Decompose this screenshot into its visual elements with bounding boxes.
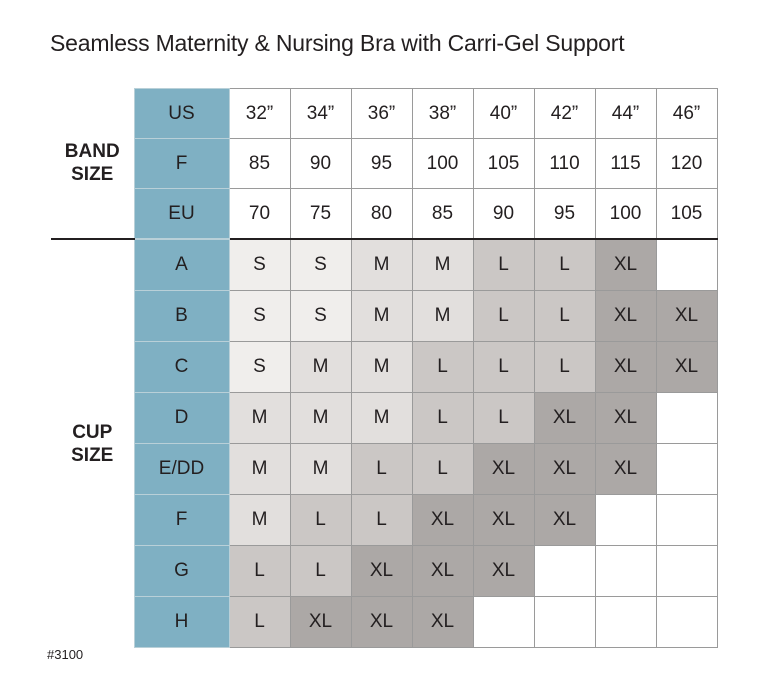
empty-size-cell [656,239,717,291]
empty-size-cell [534,597,595,648]
bra-size-cell: XL [595,342,656,393]
cup-size-row [51,546,717,597]
bra-size-cell: M [351,291,412,342]
band-system-label: US [134,89,229,139]
band-size-cell: 90 [473,189,534,240]
bra-size-cell: XL [351,597,412,648]
band-size-cell: 110 [534,139,595,189]
bra-size-cell: S [229,239,290,291]
empty-size-cell [595,546,656,597]
cup-size-label [51,239,134,648]
empty-size-cell [656,597,717,648]
bra-size-cell: L [290,495,351,546]
band-system-label: F [134,139,229,189]
cup-letter-label: D [134,393,229,444]
cup-size-row [51,393,717,444]
bra-size-cell: L [351,495,412,546]
band-size-cell: 36” [351,89,412,139]
band-size-row [51,189,717,240]
bra-size-cell: XL [412,546,473,597]
band-size-cell: 32” [229,89,290,139]
cup-letter-label: G [134,546,229,597]
empty-size-cell [595,495,656,546]
bra-size-cell: L [351,444,412,495]
band-size-cell: 38” [412,89,473,139]
bra-size-cell: XL [534,393,595,444]
band-size-label-line: SIZE [71,164,114,186]
band-size-cell: 40” [473,89,534,139]
bra-size-cell: L [290,546,351,597]
cup-letter-label: E/DD [134,444,229,495]
bra-size-cell: L [229,597,290,648]
cup-size-row [51,342,717,393]
bra-size-cell: XL [595,291,656,342]
band-size-cell: 115 [595,139,656,189]
band-size-cell: 44” [595,89,656,139]
bra-size-cell: XL [534,495,595,546]
bra-size-cell: L [534,291,595,342]
band-size-cell: 100 [595,189,656,240]
bra-size-cell: M [351,342,412,393]
bra-size-cell: XL [412,597,473,648]
bra-size-cell: M [229,495,290,546]
cup-size-label-line: CUP [72,421,113,443]
bra-size-cell: S [290,291,351,342]
band-system-label: EU [134,189,229,240]
bra-size-cell: XL [473,546,534,597]
bra-size-cell: XL [595,393,656,444]
band-size-cell: 42” [534,89,595,139]
bra-size-cell: L [473,239,534,291]
empty-size-cell [656,393,717,444]
cup-letter-label: C [134,342,229,393]
band-size-cell: 105 [473,139,534,189]
bra-size-cell: XL [656,291,717,342]
empty-size-cell [534,546,595,597]
bra-size-cell: L [473,291,534,342]
bra-size-cell: L [534,342,595,393]
band-size-cell: 95 [351,139,412,189]
bra-size-cell: L [412,342,473,393]
bra-size-cell: XL [351,546,412,597]
bra-size-cell: M [229,393,290,444]
empty-size-cell [656,495,717,546]
bra-size-cell: L [412,393,473,444]
band-size-label-line: BAND [64,141,120,163]
cup-size-row [51,495,717,546]
band-size-cell: 85 [229,139,290,189]
bra-size-cell: L [473,342,534,393]
bra-size-cell: L [534,239,595,291]
band-size-cell: 80 [351,189,412,240]
empty-size-cell [595,597,656,648]
size-chart-table [51,88,718,648]
cup-letter-label: B [134,291,229,342]
bra-size-cell: XL [290,597,351,648]
bra-size-cell: M [290,444,351,495]
band-size-cell: 46” [656,89,717,139]
product-sku: #3100 [47,647,84,662]
size-chart-body [51,89,717,648]
bra-size-cell: M [412,291,473,342]
cup-size-row [51,444,717,495]
bra-size-cell: M [412,239,473,291]
cup-letter-label: H [134,597,229,648]
band-size-cell: 70 [229,189,290,240]
bra-size-cell: XL [473,444,534,495]
cup-size-row [51,291,717,342]
bra-size-cell: M [229,444,290,495]
bra-size-cell: L [473,393,534,444]
band-size-cell: 85 [412,189,473,240]
band-size-cell: 95 [534,189,595,240]
empty-size-cell [656,546,717,597]
band-size-label [51,89,134,240]
band-size-cell: 90 [290,139,351,189]
bra-size-cell: XL [656,342,717,393]
band-size-cell: 34” [290,89,351,139]
bra-size-cell: L [229,546,290,597]
bra-size-cell: M [290,342,351,393]
bra-size-cell: M [351,393,412,444]
band-size-row [51,139,717,189]
bra-size-cell: XL [534,444,595,495]
bra-size-cell: XL [473,495,534,546]
bra-size-cell: M [351,239,412,291]
band-size-cell: 75 [290,189,351,240]
bra-size-cell: XL [595,444,656,495]
empty-size-cell [656,444,717,495]
bra-size-cell: S [229,291,290,342]
band-size-cell: 100 [412,139,473,189]
empty-size-cell [473,597,534,648]
bra-size-cell: M [290,393,351,444]
bra-size-cell: XL [412,495,473,546]
cup-size-row [51,597,717,648]
cup-letter-label: A [134,239,229,291]
cup-letter-label: F [134,495,229,546]
band-size-cell: 105 [656,189,717,240]
bra-size-cell: S [229,342,290,393]
bra-size-cell: S [290,239,351,291]
bra-size-cell: XL [595,239,656,291]
band-size-cell: 120 [656,139,717,189]
chart-title: Seamless Maternity & Nursing Bra with Carri-Gel Support [50,30,625,56]
band-size-row [51,89,717,139]
cup-size-label-line: SIZE [71,444,114,466]
cup-size-row [51,239,717,291]
bra-size-cell: L [412,444,473,495]
